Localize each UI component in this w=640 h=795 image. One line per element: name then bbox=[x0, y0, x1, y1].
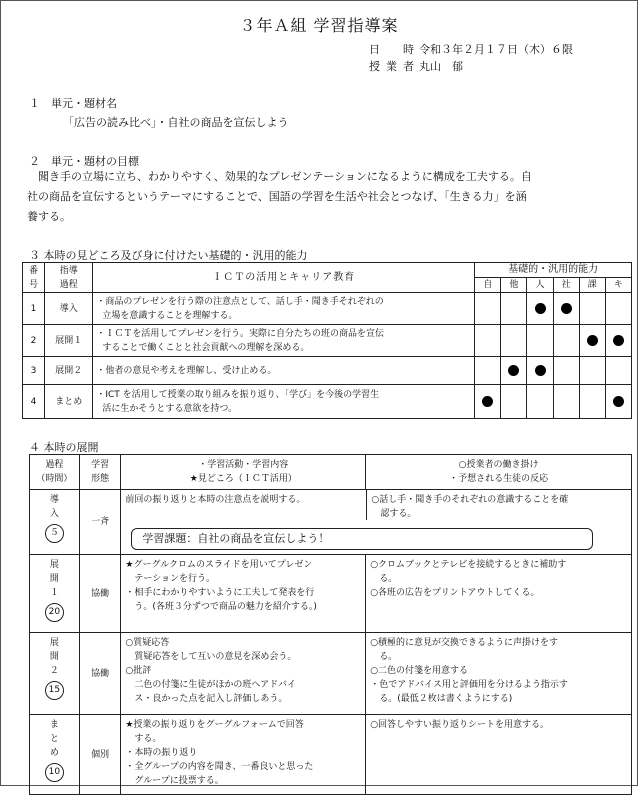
ability-cell bbox=[579, 293, 605, 325]
ability-cell bbox=[553, 357, 579, 385]
row-no: 3 bbox=[23, 357, 45, 385]
ability-col: キ bbox=[605, 278, 631, 293]
ability-cell bbox=[501, 293, 527, 325]
teacher-label: 授業者 bbox=[369, 60, 420, 73]
activity-cell: ○質疑応答 質疑応答をして互いの意見を深め会う。 ○批評 二色の付箋に生徒がほかの班へアドバイ ス・良かった点を記入し評価しあう。 bbox=[121, 633, 366, 715]
ability-cell bbox=[475, 385, 501, 419]
ability-cell bbox=[501, 325, 527, 357]
header-teacher: ○授業者の働き掛け ・予想される生徒の反応 bbox=[366, 455, 632, 490]
teacher-cell: ○積極的に意見が交換できるように声掛けをす る。 ○二色の付箋を用意する ・色でアドバイス用と評価用を分けるよう指示す る。(最低２枚は書くようにする) bbox=[366, 633, 632, 715]
section1-heading: １ 単元・題材名 bbox=[29, 97, 117, 110]
row-content: ・ＩＣＴを活用してプレゼンを行う。実際に自分たちの班の商品を宣伝 することで働くことと社会貢献への理解を深める。 bbox=[93, 325, 475, 357]
stage-cell: ま と め 10 bbox=[30, 715, 80, 795]
ability-col: 人 bbox=[527, 278, 553, 293]
table-row bbox=[30, 633, 632, 715]
time-circle: 10 bbox=[45, 763, 64, 782]
filled-dot-marker bbox=[535, 303, 546, 314]
section2-line: 社の商品を宣伝するというテーマにすることで、国語の学習を生活や社会とつなげ、「生きる力」を涵 bbox=[27, 190, 527, 203]
row-process: 展開２ bbox=[45, 357, 93, 385]
ability-cell bbox=[527, 357, 553, 385]
section2-heading: ２ 単元・題材の目標 bbox=[29, 155, 139, 168]
teacher-value: 丸山 郁 bbox=[419, 60, 463, 73]
stage-cell: 導 入 ５ bbox=[30, 490, 80, 555]
teacher-cell: ○回答しやすい振り返りシートを用意する。 bbox=[366, 715, 632, 795]
ability-cell bbox=[475, 357, 501, 385]
section2-line: 養する。 bbox=[27, 210, 71, 223]
section4-heading: ４ 本時の展開 bbox=[29, 441, 99, 454]
ability-col: 自 bbox=[475, 278, 501, 293]
date-value: 令和３年２月１７日（木）６限 bbox=[419, 43, 573, 56]
ability-cell bbox=[475, 325, 501, 357]
header-activity: ・学習活動・学習内容 ★見どころ（ＩＣＴ活用） bbox=[121, 455, 366, 490]
date-label: 日 時 bbox=[369, 43, 420, 56]
date-row bbox=[369, 41, 573, 57]
ability-cell bbox=[501, 357, 527, 385]
ability-cell bbox=[605, 293, 631, 325]
ability-cell bbox=[501, 385, 527, 419]
section3-heading: ３ 本時の見どころ及び身に付けたい基礎的・汎用的能力 bbox=[29, 249, 308, 262]
ability-cell bbox=[579, 325, 605, 357]
header-process: 指導 過程 bbox=[45, 263, 93, 293]
ability-col: 他 bbox=[501, 278, 527, 293]
row-content: ・商品のプレゼンを行う際の注意点として、話し手・聞き手それぞれの 立場を意識することを理解する。 bbox=[93, 293, 475, 325]
teacher-cell: ○話し手・聞き手のそれぞれの意識することを確 認する。 bbox=[366, 490, 631, 520]
row-content: ・ICT を活用して授業の取り組みを振り返り、「学び」を今後の学習生 活に生かそうとする意欲を持つ。 bbox=[93, 385, 475, 419]
table-row bbox=[30, 490, 632, 555]
row-process: まとめ bbox=[45, 385, 93, 419]
ability-cell bbox=[527, 385, 553, 419]
header-form: 学習 形態 bbox=[79, 455, 121, 490]
teacher-row bbox=[369, 58, 463, 74]
header-ict: ＩＣＴの活用とキャリア教育 bbox=[93, 263, 475, 293]
section2-body bbox=[27, 167, 633, 227]
filled-dot-marker bbox=[587, 335, 598, 346]
header-no: 番 号 bbox=[23, 263, 45, 293]
ability-cell bbox=[475, 293, 501, 325]
filled-dot-marker bbox=[535, 365, 546, 376]
section1-text: 「広告の読み比べ」・自社の商品を宣伝しよう bbox=[63, 116, 289, 129]
form-cell: 個別 bbox=[79, 715, 121, 795]
ability-cell bbox=[527, 293, 553, 325]
ability-cell bbox=[553, 325, 579, 357]
table-row bbox=[23, 357, 632, 385]
row-no: 1 bbox=[23, 293, 45, 325]
header-stage: 過程 （時間） bbox=[30, 455, 80, 490]
ability-cell bbox=[579, 385, 605, 419]
lesson-flow-table bbox=[29, 454, 632, 795]
learning-task-box: 学習課題：自社の商品を宣伝しよう！ bbox=[131, 528, 593, 550]
table-row bbox=[23, 293, 632, 325]
teacher-cell: ○クロムブックとテレビを接続するときに補助す る。 ○各班の広告をプリントアウトしてくる。 bbox=[366, 555, 632, 633]
abilities-table bbox=[22, 262, 632, 419]
table-row bbox=[23, 385, 632, 419]
table-row bbox=[30, 555, 632, 633]
ability-cell bbox=[605, 357, 631, 385]
ability-col: 社 bbox=[553, 278, 579, 293]
ability-cell bbox=[605, 385, 631, 419]
stage-cell: 展 開 １ 20 bbox=[30, 555, 80, 633]
filled-dot-marker bbox=[613, 396, 624, 407]
row-no: 2 bbox=[23, 325, 45, 357]
time-circle: ５ bbox=[45, 524, 64, 543]
section2-line: 聞き手の立場に立ち、わかりやすく、効果的なプレゼンテーションになるように構成を工夫する。自 bbox=[27, 170, 532, 183]
row-process: 展開１ bbox=[45, 325, 93, 357]
ability-cell bbox=[605, 325, 631, 357]
filled-dot-marker bbox=[482, 396, 493, 407]
form-cell: 一斉 bbox=[79, 490, 121, 555]
ability-cell bbox=[553, 293, 579, 325]
ability-cell bbox=[553, 385, 579, 419]
form-cell: 協働 bbox=[79, 555, 121, 633]
page-title: ３年Ａ組 学習指導案 bbox=[239, 16, 399, 35]
activity-cell: ★授業の振り返りをグーグルフォームで回答 する。 ・本時の振り返り ・全グループの内容を聞き、一番良いと思った グループに投票する。 bbox=[121, 715, 366, 795]
ability-cell bbox=[579, 357, 605, 385]
table-row bbox=[23, 325, 632, 357]
row-process: 導入 bbox=[45, 293, 93, 325]
header-abilities: 基礎的・汎用的能力 bbox=[475, 263, 632, 278]
ability-col: 課 bbox=[579, 278, 605, 293]
filled-dot-marker bbox=[508, 365, 519, 376]
filled-dot-marker bbox=[613, 335, 624, 346]
row-no: 4 bbox=[23, 385, 45, 419]
time-circle: 20 bbox=[45, 603, 64, 622]
row-content: ・他者の意見や考えを理解し、受け止める。 bbox=[93, 357, 475, 385]
stage-cell: 展 開 ２ 15 bbox=[30, 633, 80, 715]
form-cell: 協働 bbox=[79, 633, 121, 715]
filled-dot-marker bbox=[561, 303, 572, 314]
ability-cell bbox=[527, 325, 553, 357]
activity-cell: 前回の振り返りと本時の注意点を説明する。 ○話し手・聞き手のそれぞれの意識することを確 認する。 学習課題：自社の商品を宣伝しよう！ bbox=[121, 490, 632, 555]
time-circle: 15 bbox=[45, 681, 64, 700]
activity-cell: ★グーグルクロムのスライドを用いてプレゼン テーションを行う。 ・相手にわかりやすいように工夫して発表を行 う。(各班３分ずつで商品の魅力を紹介する。) bbox=[121, 555, 366, 633]
table-row bbox=[30, 715, 632, 795]
